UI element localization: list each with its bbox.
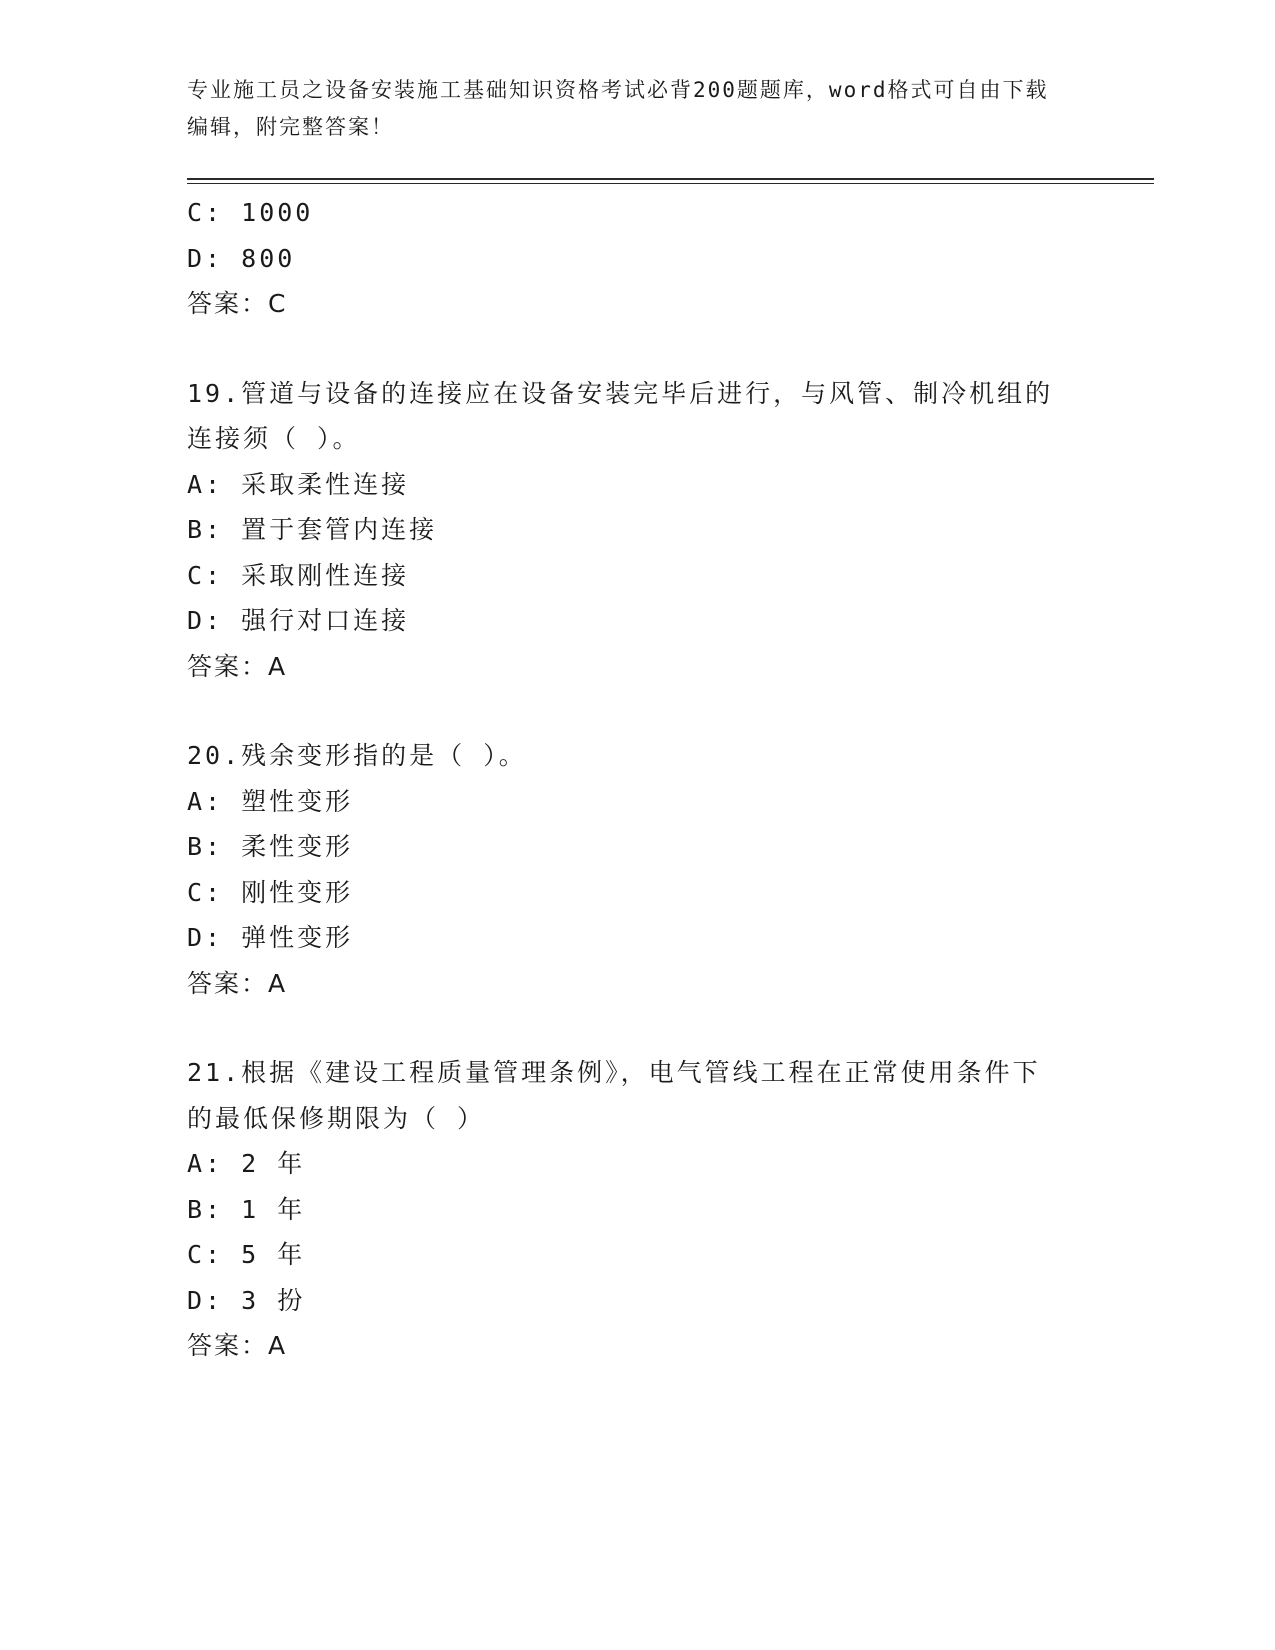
option-c: C: 采取刚性连接 [187,560,410,590]
question-20 [187,733,1087,1006]
option-c: C: 5 年 [187,1240,306,1269]
question-stem-continued: 连接须（ ）。 [187,424,361,453]
answer-line: 答案：A [187,651,288,681]
question-19 [187,371,1087,690]
option-a: A: 采取柔性连接 [187,469,410,499]
question-stem: 20.残余变形指的是（ ）。 [187,741,527,770]
header-divider-thin [187,183,1154,184]
question-21 [187,1050,1087,1369]
option-d: D: 800 [187,243,296,273]
header-divider-thick [187,178,1154,180]
option-d: D: 弹性变形 [187,923,354,952]
option-a: A: 2 年 [187,1149,306,1178]
option-d: D: 3 扮 [187,1285,306,1315]
answer-line: 答案：A [187,1331,288,1360]
option-c: C: 刚性变形 [187,877,354,907]
question-stem: 19.管道与设备的连接应在设备安装完毕后进行，与风管、制冷机组的 [187,378,1054,408]
option-b: B: 置于套管内连接 [187,515,438,544]
question-list [187,190,1087,1369]
document-header: 专业施工员之设备安装施工基础知识资格考试必背200题题库，word格式可自由下载编辑，附完整答案！ [187,78,1049,139]
question-stem-continued: 的最低保修期限为（ ） [187,1103,486,1133]
option-d: D: 强行对口连接 [187,606,410,635]
answer-line: 答案：A [187,968,288,998]
option-b: B: 1 年 [187,1194,306,1224]
option-a: A: 塑性变形 [187,786,354,816]
option-c: C: 1000 [187,198,314,227]
option-b: B: 柔性变形 [187,832,354,861]
question-stem: 21.根据《建设工程质量管理条例》，电气管线工程在正常使用条件下 [187,1058,1041,1087]
answer-line: 答案：C [187,289,288,318]
